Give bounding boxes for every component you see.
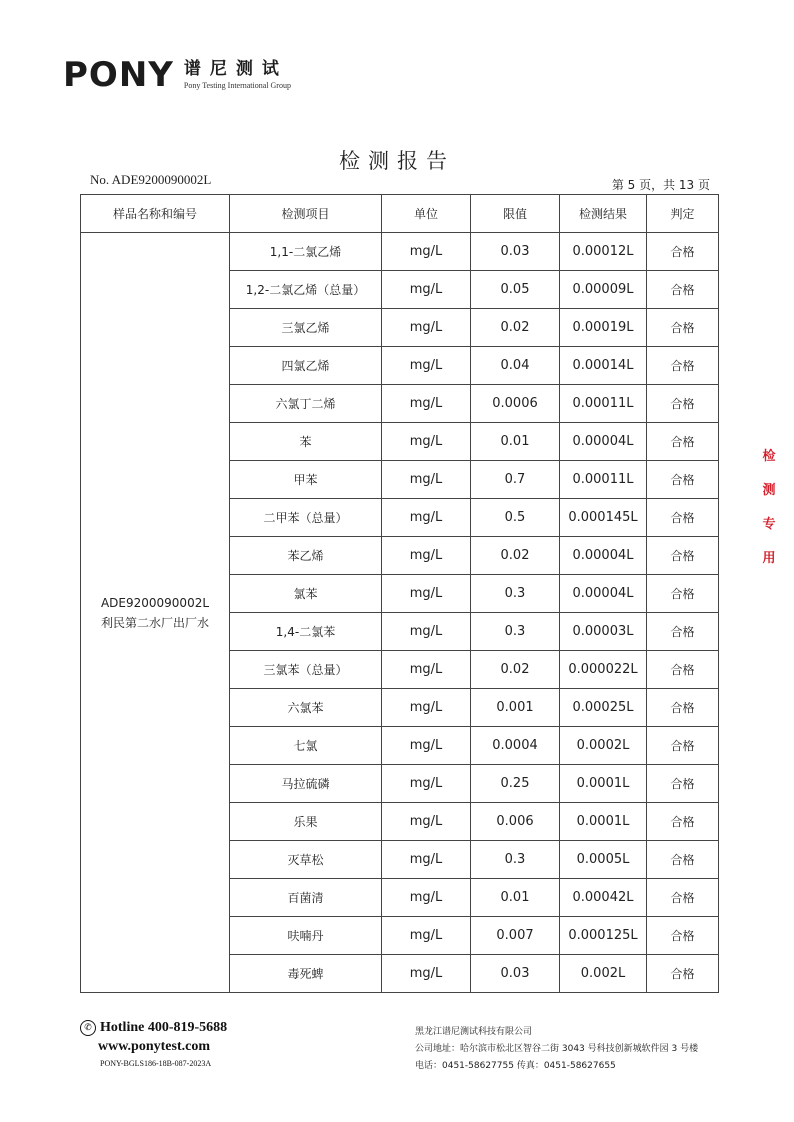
verdict-cell: 合格 (647, 841, 719, 879)
column-header: 样品名称和编号 (81, 195, 230, 233)
column-header: 检测项目 (230, 195, 382, 233)
result-cell: 0.00025L (560, 689, 647, 727)
verdict-cell: 合格 (647, 385, 719, 423)
unit-cell: mg/L (382, 765, 471, 803)
table-header-row (81, 195, 719, 233)
result-cell: 0.00042L (560, 879, 647, 917)
test-item-cell: 1,2-二氯乙烯（总量） (230, 271, 382, 309)
logo-wordmark: PONY (63, 55, 174, 95)
result-cell: 0.0001L (560, 803, 647, 841)
footer-phone: 电话：0451-58627755 传真：0451-58627655 (415, 1061, 616, 1071)
limit-cell: 0.05 (471, 271, 560, 309)
column-header: 单位 (382, 195, 471, 233)
test-item-cell: 六氯苯 (230, 689, 382, 727)
result-cell: 0.000022L (560, 651, 647, 689)
unit-cell: mg/L (382, 423, 471, 461)
result-cell: 0.00004L (560, 423, 647, 461)
footer-company: 黑龙江谱尼测试科技有限公司 (415, 1027, 533, 1037)
unit-cell: mg/L (382, 461, 471, 499)
results-table (80, 194, 719, 993)
sample-cell (81, 233, 230, 993)
limit-cell: 0.03 (471, 955, 560, 993)
test-item-cell: 苯 (230, 423, 382, 461)
unit-cell: mg/L (382, 575, 471, 613)
report-number: No. ADE9200090002L (90, 172, 212, 187)
test-item-cell: 马拉硫磷 (230, 765, 382, 803)
result-cell: 0.00019L (560, 309, 647, 347)
test-item-cell: 灭草松 (230, 841, 382, 879)
test-item-cell: 毒死蜱 (230, 955, 382, 993)
unit-cell: mg/L (382, 727, 471, 765)
company-name-en: Pony Testing International Group (183, 80, 291, 90)
result-cell: 0.00014L (560, 347, 647, 385)
limit-cell: 0.03 (471, 233, 560, 271)
unit-cell: mg/L (382, 233, 471, 271)
limit-cell: 0.7 (471, 461, 560, 499)
verdict-cell: 合格 (647, 423, 719, 461)
limit-cell: 0.0006 (471, 385, 560, 423)
side-stamp: 检测专用 (762, 449, 776, 566)
limit-cell: 0.5 (471, 499, 560, 537)
test-item-cell: 苯乙烯 (230, 537, 382, 575)
report-title: 检测报告 (339, 149, 455, 173)
footer-address (415, 1024, 698, 1075)
limit-cell: 0.007 (471, 917, 560, 955)
company-logo (63, 55, 291, 95)
test-item-cell: 1,1-二氯乙烯 (230, 233, 382, 271)
result-cell: 0.0002L (560, 727, 647, 765)
table-row (81, 233, 719, 271)
verdict-cell: 合格 (647, 575, 719, 613)
unit-cell: mg/L (382, 613, 471, 651)
limit-cell: 0.02 (471, 537, 560, 575)
hotline-text: Hotline 400-819-5688 (100, 1020, 228, 1035)
sample-id: ADE9200090002L (100, 595, 210, 610)
result-cell: 0.002L (560, 955, 647, 993)
unit-cell: mg/L (382, 955, 471, 993)
test-item-cell: 二甲苯（总量） (230, 499, 382, 537)
footer-contact (80, 1020, 227, 1068)
test-item-cell: 1,4-二氯苯 (230, 613, 382, 651)
result-cell: 0.0005L (560, 841, 647, 879)
unit-cell: mg/L (382, 841, 471, 879)
unit-cell: mg/L (382, 879, 471, 917)
limit-cell: 0.02 (471, 651, 560, 689)
limit-cell: 0.02 (471, 309, 560, 347)
result-cell: 0.00003L (560, 613, 647, 651)
result-cell: 0.00012L (560, 233, 647, 271)
unit-cell: mg/L (382, 271, 471, 309)
test-item-cell: 三氯苯（总量） (230, 651, 382, 689)
column-header: 判定 (647, 195, 719, 233)
limit-cell: 0.001 (471, 689, 560, 727)
company-name-cn: 谱尼测试 (183, 59, 288, 80)
sample-name: 利民第二水厂出厂水 (100, 615, 209, 630)
limit-cell: 0.25 (471, 765, 560, 803)
verdict-cell: 合格 (647, 879, 719, 917)
verdict-cell: 合格 (647, 461, 719, 499)
verdict-cell: 合格 (647, 271, 719, 309)
result-cell: 0.00004L (560, 537, 647, 575)
unit-cell: mg/L (382, 309, 471, 347)
result-cell: 0.00011L (560, 385, 647, 423)
limit-cell: 0.0004 (471, 727, 560, 765)
footer-address-line: 公司地址：哈尔滨市松北区智谷二街 3043 号科技创新城软件园 3 号楼 (415, 1044, 699, 1054)
unit-cell: mg/L (382, 537, 471, 575)
verdict-cell: 合格 (647, 955, 719, 993)
result-cell: 0.00009L (560, 271, 647, 309)
limit-cell: 0.01 (471, 879, 560, 917)
verdict-cell: 合格 (647, 651, 719, 689)
test-item-cell: 呋喃丹 (230, 917, 382, 955)
unit-cell: mg/L (382, 689, 471, 727)
verdict-cell: 合格 (647, 727, 719, 765)
result-cell: 0.0001L (560, 765, 647, 803)
limit-cell: 0.3 (471, 575, 560, 613)
verdict-cell: 合格 (647, 347, 719, 385)
verdict-cell: 合格 (647, 233, 719, 271)
unit-cell: mg/L (382, 385, 471, 423)
test-item-cell: 氯苯 (230, 575, 382, 613)
result-cell: 0.000145L (560, 499, 647, 537)
test-item-cell: 甲苯 (230, 461, 382, 499)
limit-cell: 0.006 (471, 803, 560, 841)
unit-cell: mg/L (382, 347, 471, 385)
verdict-cell: 合格 (647, 803, 719, 841)
result-cell: 0.00011L (560, 461, 647, 499)
verdict-cell: 合格 (647, 689, 719, 727)
column-header: 检测结果 (560, 195, 647, 233)
result-cell: 0.000125L (560, 917, 647, 955)
test-item-cell: 乐果 (230, 803, 382, 841)
verdict-cell: 合格 (647, 765, 719, 803)
verdict-cell: 合格 (647, 917, 719, 955)
test-item-cell: 四氯乙烯 (230, 347, 382, 385)
document-code: PONY-BGLS186-18B-087-2023A (100, 1059, 212, 1068)
page-indicator: 第 5 页，共 13 页 (611, 178, 710, 192)
verdict-cell: 合格 (647, 309, 719, 347)
verdict-cell: 合格 (647, 537, 719, 575)
unit-cell: mg/L (382, 651, 471, 689)
result-cell: 0.00004L (560, 575, 647, 613)
unit-cell: mg/L (382, 499, 471, 537)
test-item-cell: 百菌清 (230, 879, 382, 917)
test-item-cell: 三氯乙烯 (230, 309, 382, 347)
limit-cell: 0.3 (471, 613, 560, 651)
limit-cell: 0.04 (471, 347, 560, 385)
website-link[interactable]: www.ponytest.com (98, 1039, 210, 1054)
verdict-cell: 合格 (647, 613, 719, 651)
test-item-cell: 六氯丁二烯 (230, 385, 382, 423)
limit-cell: 0.01 (471, 423, 560, 461)
test-item-cell: 七氯 (230, 727, 382, 765)
unit-cell: mg/L (382, 917, 471, 955)
unit-cell: mg/L (382, 803, 471, 841)
limit-cell: 0.3 (471, 841, 560, 879)
phone-icon: ✆ (80, 1020, 96, 1036)
verdict-cell: 合格 (647, 499, 719, 537)
column-header: 限值 (471, 195, 560, 233)
